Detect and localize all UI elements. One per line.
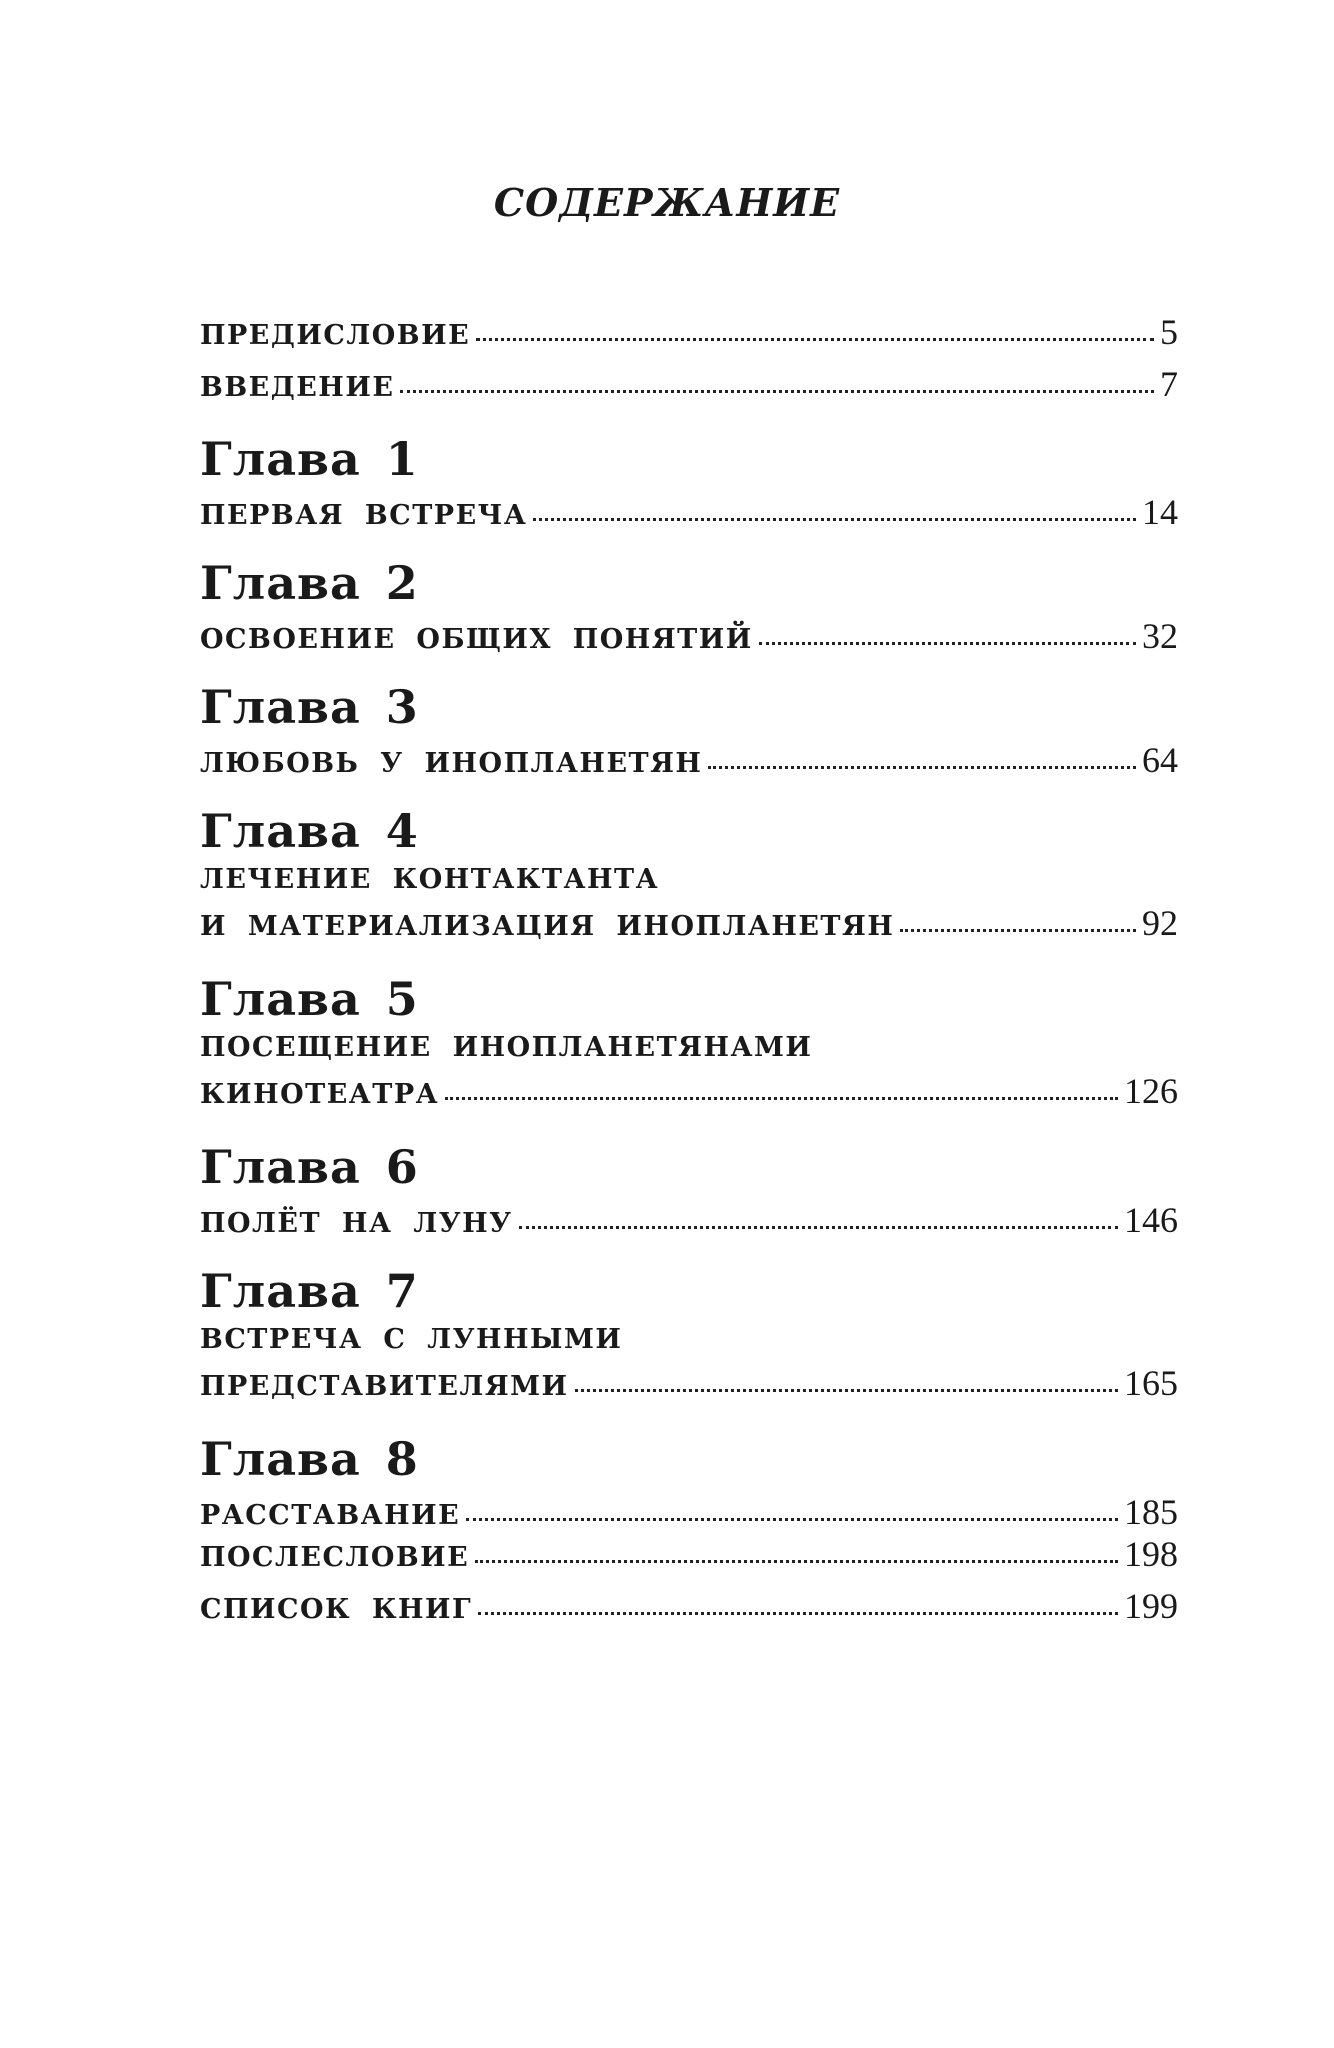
dot-leader xyxy=(519,1226,1118,1229)
dot-leader xyxy=(708,766,1136,769)
dot-leader xyxy=(466,1518,1118,1521)
chapter-title: И МАТЕРИАЛИЗАЦИЯ ИНОПЛАНЕТЯН xyxy=(200,911,895,942)
chapter-title-line: ЛЕЧЕНИЕ КОНТАКТАНТА xyxy=(200,864,660,895)
chapter-title-line: ПОСЕЩЕНИЕ ИНОПЛАНЕТЯНАМИ xyxy=(200,1032,813,1063)
chapter-heading: Глава 4 xyxy=(200,804,419,858)
chapter-title: ПРЕДСТАВИТЕЛЯМИ xyxy=(200,1371,569,1402)
page-number: 64 xyxy=(1142,740,1178,780)
dot-leader xyxy=(900,929,1136,932)
toc-entry-book-list[interactable] xyxy=(200,1588,1178,1624)
dot-leader xyxy=(759,642,1136,645)
page-number: 199 xyxy=(1124,1586,1178,1626)
chapter-8[interactable] xyxy=(200,1432,1178,1532)
page-number: 5 xyxy=(1160,312,1178,352)
dot-leader xyxy=(478,1612,1118,1615)
chapter-title: ПЕРВАЯ ВСТРЕЧА xyxy=(200,500,528,531)
entry-title: ПРЕДИСЛОВИЕ xyxy=(200,320,471,351)
chapter-heading: Глава 3 xyxy=(200,680,419,734)
page-number: 146 xyxy=(1124,1200,1178,1240)
chapter-2[interactable] xyxy=(200,556,1178,656)
dot-leader xyxy=(533,518,1136,521)
chapter-title: РАССТАВАНИЕ xyxy=(200,1500,461,1531)
page-title: СОДЕРЖАНИЕ xyxy=(493,180,841,225)
entry-title: СПИСОК КНИГ xyxy=(200,1594,473,1625)
chapter-title-line: ВСТРЕЧА С ЛУННЫМИ xyxy=(200,1324,623,1355)
chapter-title: ЛЮБОВЬ У ИНОПЛАНЕТЯН xyxy=(200,748,703,779)
chapter-title: ОСВОЕНИЕ ОБЩИХ ПОНЯТИЙ xyxy=(200,624,753,655)
entry-title: ВВЕДЕНИЕ xyxy=(200,372,395,403)
toc-entry-afterword[interactable] xyxy=(200,1536,1178,1572)
toc-entry-preface[interactable] xyxy=(200,314,1178,350)
entry-title: ПОСЛЕСЛОВИЕ xyxy=(200,1542,470,1573)
page-number: 198 xyxy=(1124,1534,1178,1574)
chapter-heading: Глава 5 xyxy=(200,972,419,1026)
page-number: 7 xyxy=(1160,364,1178,404)
page-number: 126 xyxy=(1124,1071,1178,1111)
chapter-1[interactable] xyxy=(200,432,1178,532)
chapter-4[interactable] xyxy=(200,804,1178,943)
page-number: 14 xyxy=(1142,492,1178,532)
dot-leader xyxy=(475,1560,1118,1563)
chapter-6[interactable] xyxy=(200,1140,1178,1240)
page-number: 32 xyxy=(1142,616,1178,656)
chapter-heading: Глава 7 xyxy=(200,1264,419,1318)
dot-leader xyxy=(445,1097,1118,1100)
page-number: 185 xyxy=(1124,1492,1178,1532)
chapter-title: ПОЛЁТ НА ЛУНУ xyxy=(200,1208,513,1239)
dot-leader xyxy=(575,1389,1118,1392)
dot-leader xyxy=(476,338,1154,341)
dot-leader xyxy=(400,390,1154,393)
page-number: 92 xyxy=(1142,903,1178,943)
toc-entry-introduction[interactable] xyxy=(200,366,1178,402)
chapter-7[interactable] xyxy=(200,1264,1178,1403)
chapter-heading: Глава 2 xyxy=(200,556,419,610)
chapter-3[interactable] xyxy=(200,680,1178,780)
chapter-5[interactable] xyxy=(200,972,1178,1111)
chapter-title: КИНОТЕАТРА xyxy=(200,1079,440,1110)
chapter-heading: Глава 6 xyxy=(200,1140,419,1194)
chapter-heading: Глава 8 xyxy=(200,1432,419,1486)
chapter-heading: Глава 1 xyxy=(200,432,419,486)
page-number: 165 xyxy=(1124,1363,1178,1403)
